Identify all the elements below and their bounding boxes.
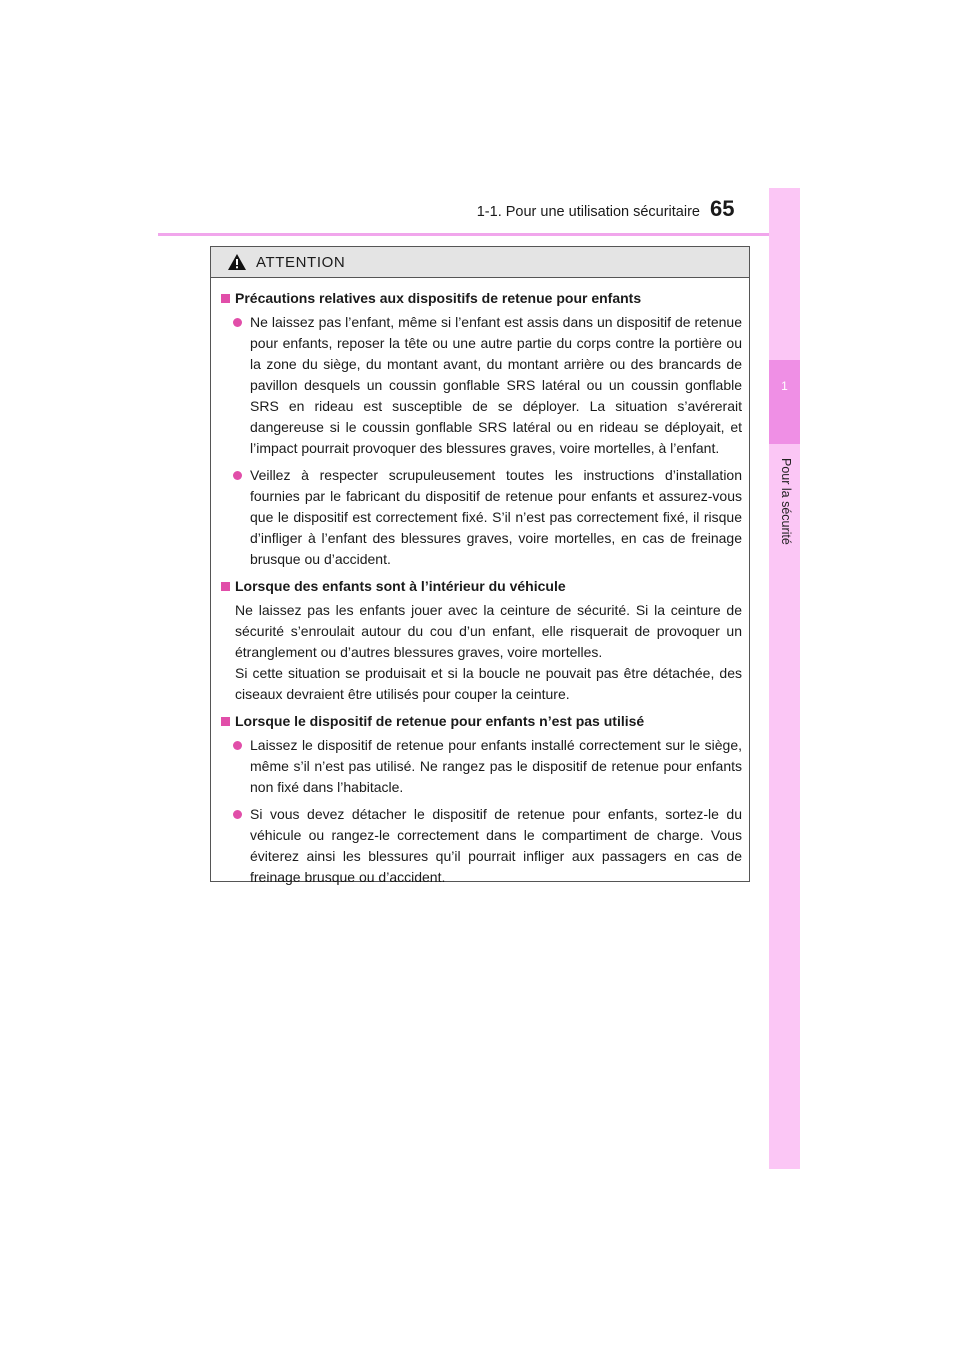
warning-header [211,247,749,278]
paragraph-text: Ne laissez pas les enfants jouer avec la ceinture de sécurité. Si la ceinture de sécurité s’enroulait autour du cou d’un enfant, elle risquerait de provoquer un étranglement ou d’autres blessures graves, voire mortelles. [235,602,742,660]
warning-section [219,711,742,888]
bullet-item [231,465,742,570]
square-bullet-icon [221,582,230,591]
bullet-item [231,735,742,798]
round-bullet-icon [233,471,242,480]
warning-section [219,576,742,705]
bullet-item [231,804,742,888]
side-tab-chapter-label: Pour la sécurité [779,458,793,545]
bullet-item [231,312,742,459]
round-bullet-icon [233,741,242,750]
warning-section [219,288,742,570]
section-heading: Précautions relatives aux dispositifs de retenue pour enfants [219,288,742,309]
warning-box [210,246,750,885]
round-bullet-icon [233,810,242,819]
paragraph [235,600,742,705]
bullet-text: Ne laissez pas l’enfant, même si l’enfant est assis dans un dispositif de retenue pour enfants, reposer la tête ou une autre partie du corps contre la portière ou la zone du siège, du montant avant, du montant arrière ou des brancards de pavillon desquels un coussin gonflable SRS latéral ou un coussin gonflable SRS en rideau est susceptible de se déployer. La situation s’avérerait dangereuse si le coussin gonflable SRS latéral ou en rideau se déployait, et l’impact pourrait provoquer des blessures graves, voire mortelles, à l’enfant. [250,314,742,456]
warning-body [211,278,749,888]
section-heading: Lorsque le dispositif de retenue pour enfants n’est pas utilisé [219,711,742,732]
warning-title: ATTENTION [256,253,346,271]
side-tab-chapter-number: 1 [769,360,800,444]
warning-triangle-icon [227,253,247,271]
header-rule [158,233,800,236]
bullet-text: Veillez à respecter scrupuleusement toutes les instructions d’installation fournies par le fabricant du dispositif de retenue pour enfants et assurez-vous que le dispositif est correctement fixé. S’il n’est pas correctement fixé, il risque d’infliger à l’enfant des blessures graves, voire mortelles, en cas de freinage brusque ou d’accident. [250,467,742,567]
round-bullet-icon [233,318,242,327]
header-section-title: 1-1. Pour une utilisation sécuritaire [476,204,700,220]
bullet-text: Si vous devez détacher le dispositif de retenue pour enfants, sortez-le du véhicule ou rangez-le correctement dans le compartiment de charge. Vous éviterez ainsi les blessures qu’il pourrait infliger aux passagers en cas de freinage brusque ou d’accident. [250,806,742,885]
square-bullet-icon [221,294,230,303]
square-bullet-icon [221,717,230,726]
section-heading: Lorsque des enfants sont à l’intérieur du véhicule [219,576,742,597]
paragraph-text: Si cette situation se produisait et si la boucle ne pouvait pas être détachée, des ciseaux devraient être utilisés pour couper la ceinture. [235,665,742,702]
page-number: 65 [710,196,735,221]
bullet-text: Laissez le dispositif de retenue pour enfants installé correctement sur le siège, même s’il n’est pas utilisé. Ne rangez pas le dispositif de retenue pour enfants non fixé dans l’habitacle. [250,737,742,795]
side-tab [769,188,800,1169]
